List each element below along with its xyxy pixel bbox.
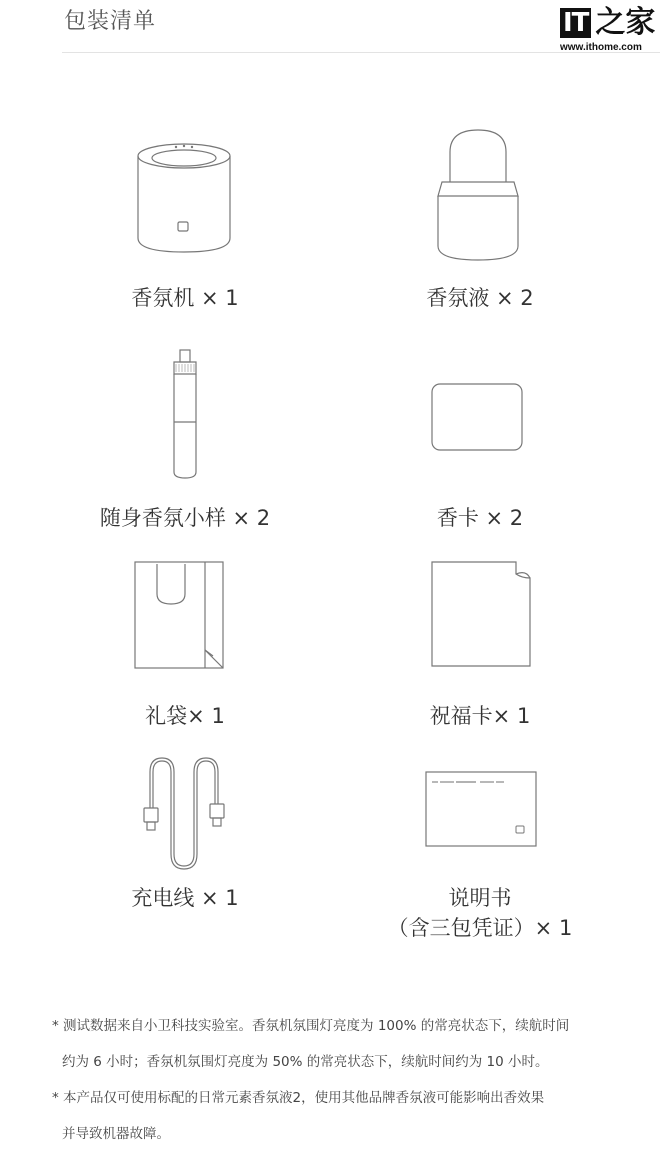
item-label-sample: 随身香氛小样 × 2 xyxy=(99,506,271,530)
footnote-line: 约为 6 小时；香氛机氛围灯亮度为 50% 的常亮状态下，续航时间约为 10 小时。 xyxy=(62,1054,549,1070)
diffuser-icon xyxy=(128,138,240,258)
logo-mark: IT xyxy=(560,8,591,38)
ithome-logo xyxy=(560,5,660,53)
item-label-manual: 说明书 xyxy=(448,886,512,910)
manual-icon xyxy=(424,770,540,850)
greeting-card-icon xyxy=(430,560,536,670)
footnote-line: * 测试数据来自小卫科技实验室。香氛机氛围灯亮度为 100% 的常亮状态下，续航时间 xyxy=(52,1018,570,1034)
item-label-manual-note: （含三包凭证）× 1 xyxy=(387,916,573,940)
logo-text: 之家 xyxy=(595,5,656,40)
gift-bag-icon xyxy=(133,560,233,672)
fragrance-bottle-icon xyxy=(432,128,524,264)
page-title: 包装清单 xyxy=(64,9,157,34)
item-label-fragrance: 香氛液 × 2 xyxy=(426,286,534,310)
footnotes xyxy=(52,1008,652,1152)
item-label-greeting-card: 祝福卡× 1 xyxy=(429,704,531,728)
spray-sample-icon xyxy=(166,346,206,482)
item-label-cable: 充电线 × 1 xyxy=(131,886,239,910)
logo-url: www.ithome.com xyxy=(560,42,642,53)
item-label-diffuser: 香氛机 × 1 xyxy=(131,286,239,310)
scent-card-icon xyxy=(430,382,526,454)
charging-cable-icon xyxy=(140,752,236,870)
footnote-line: * 本产品仅可使用标配的日常元素香氛液2，使用其他品牌香氛液可能影响出香效果 xyxy=(52,1090,545,1106)
item-label-gift-bag: 礼袋× 1 xyxy=(145,704,225,728)
item-label-scent-card: 香卡 × 2 xyxy=(436,506,524,530)
footnote-line: 并导致机器故障。 xyxy=(62,1126,170,1142)
